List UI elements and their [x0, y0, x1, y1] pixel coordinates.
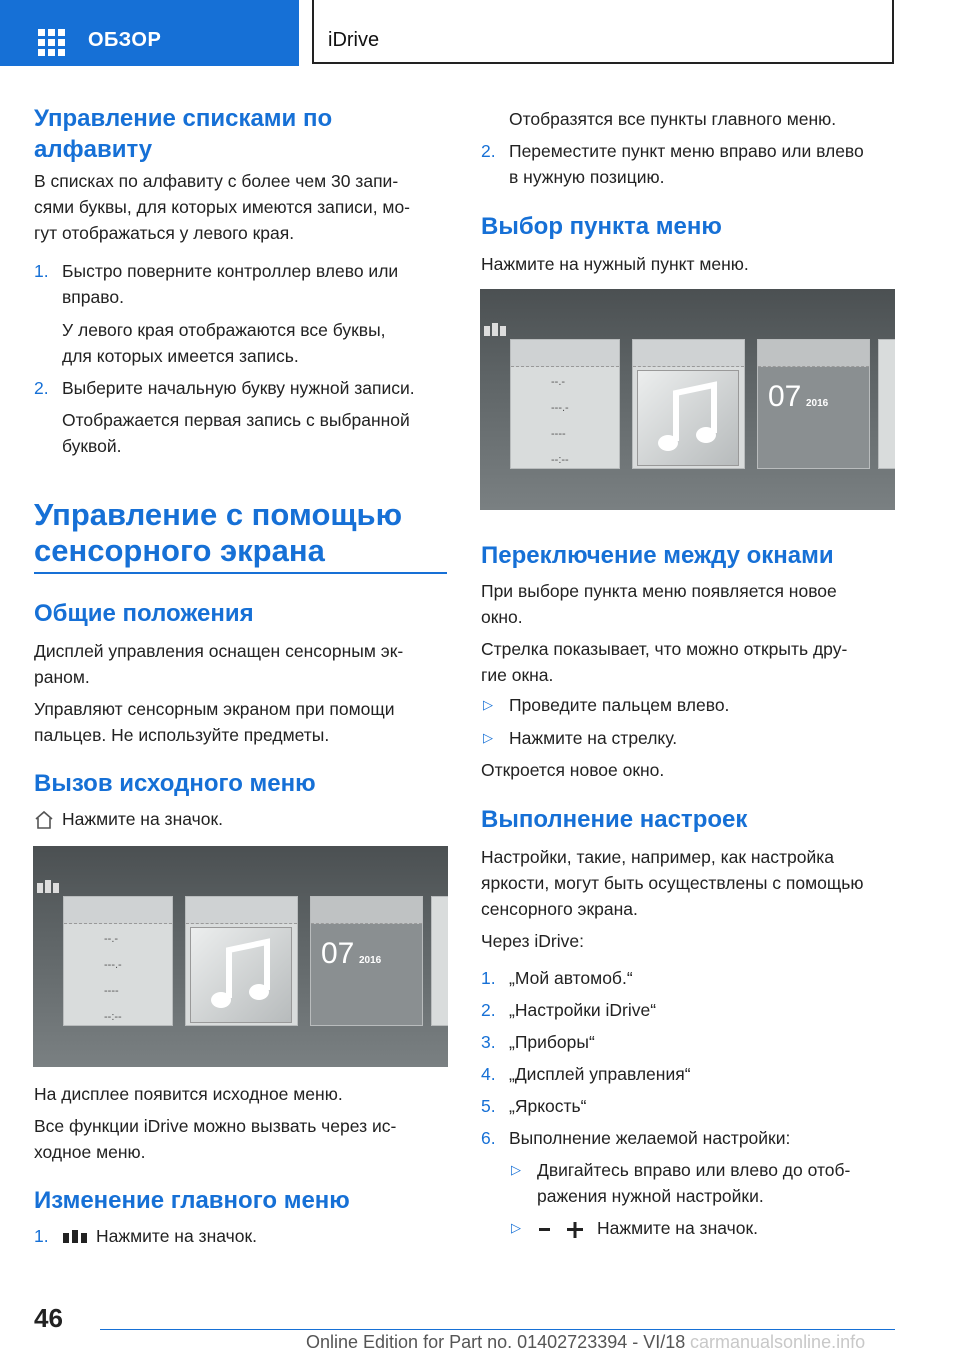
- bullet-triangle-icon: ▷: [483, 730, 493, 745]
- calendar-tile[interactable]: [310, 896, 423, 1026]
- distance-value: ----: [104, 985, 119, 997]
- vehicle-tile[interactable]: [63, 896, 173, 1026]
- footer-divider: [100, 1329, 895, 1330]
- chapter-title: iDrive: [328, 29, 380, 51]
- section-label: ОБЗОР: [88, 29, 162, 51]
- set-p1-line2: яркости, могут быть осуществлены с помощью: [481, 873, 864, 893]
- settings-step5: „Яркость“: [509, 1096, 587, 1116]
- heading-alpha-line2: алфавиту: [34, 136, 153, 163]
- s6-bullet2: Нажмите на значок.: [597, 1218, 758, 1238]
- media-tile[interactable]: [185, 896, 298, 1026]
- minus-plus-icon: [537, 1221, 587, 1239]
- home-p-line2: ходное меню.: [34, 1142, 146, 1162]
- step-number: 1.: [34, 1226, 49, 1246]
- heading-general: Общие положения: [34, 600, 254, 627]
- main-menu-icon: [36, 877, 60, 897]
- main-menu-screenshot: [480, 289, 895, 510]
- step2-line1: Выберите начальную букву нужной записи.: [62, 378, 415, 398]
- page-number: 46: [34, 1303, 63, 1333]
- heading-alpha-line1: Управление списками по: [34, 105, 333, 132]
- step-number: 6.: [481, 1128, 496, 1148]
- time-value: --:--: [551, 454, 569, 466]
- step-number: 2.: [481, 1000, 496, 1020]
- alpha-intro-2: сями буквы, для которых имеются записи, мо-: [34, 197, 411, 217]
- step2-result1: Отображается первая запись с выбранной: [62, 410, 410, 430]
- select-p: Нажмите на нужный пункт меню.: [481, 254, 749, 274]
- win-bullet2: Нажмите на стрелку.: [509, 728, 678, 748]
- section-divider: [34, 572, 447, 574]
- general-p2-line1: Управляют сенсорным экраном при помощи: [34, 699, 395, 719]
- step-number: 4.: [481, 1064, 496, 1084]
- main-menu-icon: [483, 320, 507, 340]
- home-icon: [34, 810, 54, 830]
- range-value: ---.-: [551, 402, 569, 414]
- section-tab[interactable]: [0, 0, 299, 66]
- home-p-line1: Все функции iDrive можно вызвать через ис-: [34, 1116, 397, 1136]
- home-menu-screenshot: [33, 846, 448, 1067]
- distance-value: ----: [551, 428, 566, 440]
- cont-line: Отобразятся все пункты главного меню.: [509, 109, 837, 129]
- heading-touch-line2: сенсорного экрана: [34, 533, 325, 568]
- main-menu-icon: [62, 1228, 88, 1244]
- general-p1-line1: Дисплей управления оснащен сенсорным эк-: [34, 641, 404, 661]
- heading-touch-line1: Управление с помощью: [34, 497, 403, 532]
- move-line2: в нужную позицию.: [509, 167, 665, 187]
- time-value: --:--: [104, 1011, 122, 1023]
- step-number: 5.: [481, 1096, 496, 1116]
- heading-select: Выбор пункта меню: [481, 213, 722, 240]
- heading-home-menu: Вызов исходного меню: [34, 770, 316, 797]
- music-note-icon: [637, 370, 739, 466]
- bullet-triangle-icon: ▷: [483, 697, 493, 712]
- edition-text: Online Edition for Part no. 01402723394 - VI/18: [306, 1332, 686, 1352]
- settings-step1: „Мой автомоб.“: [509, 968, 633, 988]
- heading-settings: Выполнение настроек: [481, 806, 748, 833]
- watermark: carmanualsonline.info: [690, 1332, 866, 1352]
- grid-menu-icon: [38, 29, 66, 53]
- calendar-tile[interactable]: [757, 339, 870, 469]
- step2-result2: буквой.: [62, 436, 122, 456]
- media-tile[interactable]: [632, 339, 745, 469]
- set-p1-line1: Настройки, такие, например, как настройка: [481, 847, 835, 867]
- step-number: 2.: [34, 378, 49, 398]
- change-step: Нажмите на значок.: [96, 1226, 257, 1246]
- music-note-icon: [190, 927, 292, 1023]
- heading-change-menu: Изменение главного меню: [34, 1187, 350, 1214]
- general-p1-line2: раном.: [34, 667, 90, 687]
- fuel-value: --.-: [104, 933, 119, 945]
- bullet-triangle-icon: ▷: [511, 1220, 521, 1235]
- next-tile-arrow[interactable]: [878, 339, 895, 469]
- win-bullet1: Проведите пальцем влево.: [509, 695, 730, 715]
- alpha-intro-1: В списках по алфавиту с более чем 30 запи-: [34, 171, 399, 191]
- heading-windows: Переключение между окнами: [481, 542, 834, 569]
- settings-step3: „Приборы“: [509, 1032, 595, 1052]
- date-day: 07: [321, 937, 355, 970]
- chapter-header: [312, 0, 894, 64]
- date-day: 07: [768, 380, 802, 413]
- win-result: Откроется новое окно.: [481, 760, 665, 780]
- set-via: Через iDrive:: [481, 931, 584, 951]
- next-tile-arrow[interactable]: [431, 896, 448, 1026]
- move-line1: Переместите пункт меню вправо или влево: [509, 141, 864, 161]
- settings-step6: Выполнение желаемой настройки:: [509, 1128, 791, 1148]
- vehicle-tile[interactable]: [510, 339, 620, 469]
- home-step: Нажмите на значок.: [62, 809, 223, 829]
- step-number: 2.: [481, 141, 496, 161]
- date-year: 2016: [359, 955, 382, 966]
- date-year: 2016: [806, 398, 829, 409]
- step1-result1: У левого края отображаются все буквы,: [62, 320, 386, 340]
- alpha-intro-3: гут отображаться у левого края.: [34, 223, 295, 243]
- general-p2-line2: пальцев. Не используйте предметы.: [34, 725, 330, 745]
- fuel-value: --.-: [551, 376, 566, 388]
- settings-step4: „Дисплей управления“: [509, 1064, 691, 1084]
- step-number: 1.: [481, 968, 496, 988]
- step-number: 3.: [481, 1032, 496, 1052]
- win-p2-line1: Стрелка показывает, что можно открыть дру-: [481, 639, 848, 659]
- range-value: ---.-: [104, 959, 122, 971]
- win-p1-line1: При выборе пункта меню появляется новое: [481, 581, 837, 601]
- step1-line2: вправо.: [62, 287, 124, 307]
- home-result: На дисплее появится исходное меню.: [34, 1084, 343, 1104]
- settings-step2: „Настройки iDrive“: [509, 1000, 657, 1020]
- step1-line1: Быстро поверните контроллер влево или: [62, 261, 399, 281]
- set-p1-line3: сенсорного экрана.: [481, 899, 638, 919]
- step-number: 1.: [34, 261, 49, 281]
- win-p1-line2: окно.: [481, 607, 523, 627]
- step1-result2: для которых имеется запись.: [62, 346, 299, 366]
- s6-bullet1-line2: ражения нужной настройки.: [537, 1186, 764, 1206]
- s6-bullet1-line1: Двигайтесь вправо или влево до отоб-: [537, 1160, 851, 1180]
- win-p2-line2: гие окна.: [481, 665, 554, 685]
- bullet-triangle-icon: ▷: [511, 1162, 521, 1177]
